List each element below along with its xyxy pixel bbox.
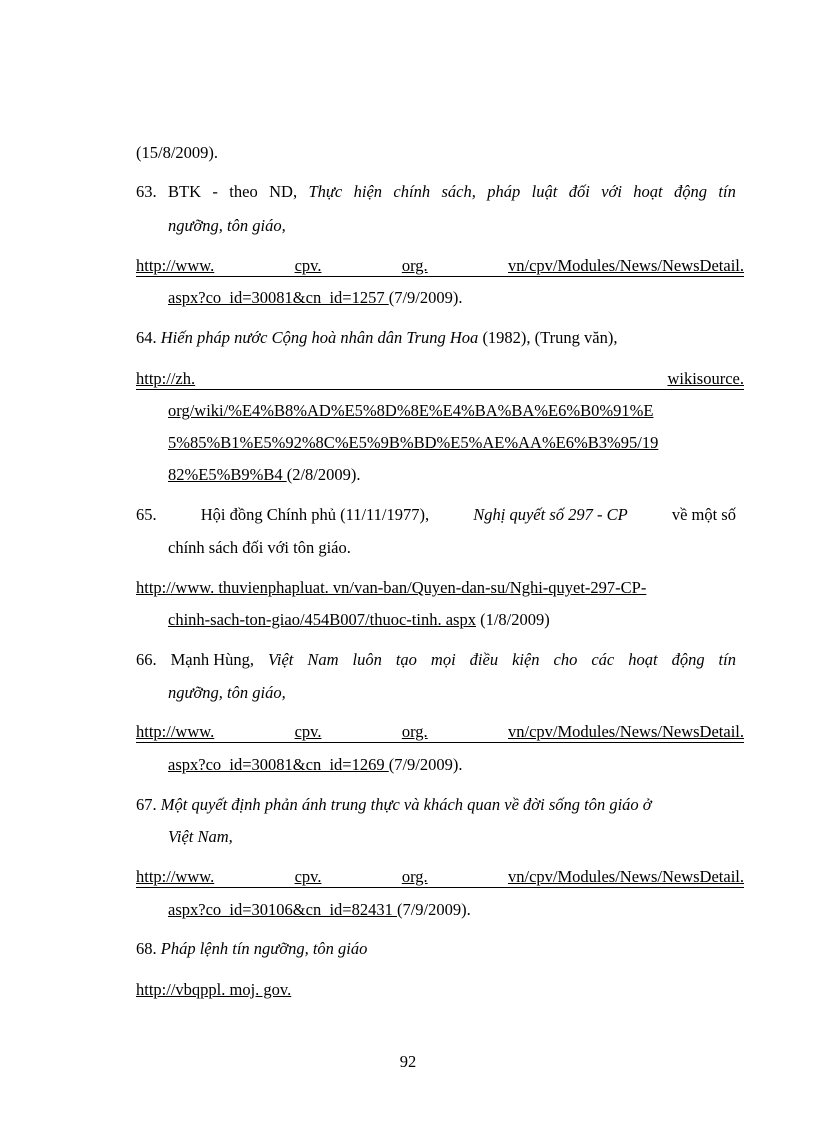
ref-64-url-line-1[interactable] xyxy=(136,369,816,390)
ref-63-line-2 xyxy=(168,216,816,236)
ref-65-url-l1[interactable]: http://www. thuvienphapluat. vn/van-ban/Quyen-dan-su/Nghi-quyet-297-CP- xyxy=(136,578,647,597)
ref-66-word-4: mọi xyxy=(430,650,456,669)
ref-66-word-0: Việt xyxy=(268,650,294,669)
ref-63-url-part-1[interactable]: cpv. xyxy=(294,256,322,275)
ref-66-url-part-0[interactable]: http://www. xyxy=(136,722,215,741)
ref-65-url-line-2 xyxy=(168,610,816,630)
ref-67-title: Một quyết định phản ánh trung thực và khách quan về đời sống tôn giáo ở xyxy=(160,795,652,814)
ref-66-url-line-1[interactable] xyxy=(136,722,816,743)
ref-63-word-6: chính xyxy=(393,182,431,201)
ref-63-url-line-2 xyxy=(168,288,816,308)
ref-63-word-4: Thực xyxy=(308,182,343,201)
ref-63-url-part-0[interactable]: http://www. xyxy=(136,256,215,275)
ref-66-word-7: cho xyxy=(553,650,578,669)
ref-63-word-7: sách, xyxy=(441,182,476,201)
ref-63-word-3: ND, xyxy=(269,182,298,201)
ref-63-date: (7/9/2009). xyxy=(388,288,463,307)
ref-67-url-cont[interactable]: aspx?co_id=30106&cn_id=82431 xyxy=(168,900,397,919)
ref-63-word-8: pháp xyxy=(487,182,521,201)
ref-68-url[interactable]: http://vbqppl. moj. gov. xyxy=(136,980,292,999)
ref-64-url-line-3[interactable] xyxy=(168,433,816,453)
ref-64-line-1 xyxy=(136,328,816,348)
ref-65-date: (1/8/2009) xyxy=(475,610,550,629)
ref-66-word-5: điều xyxy=(469,650,499,669)
ref-66-word-3: tạo xyxy=(395,650,417,669)
ref-65-line-1 xyxy=(136,505,816,525)
ref-67-number: 67. xyxy=(136,795,157,814)
ref-67-line-1 xyxy=(136,795,816,815)
ref-66-word-9: hoạt xyxy=(628,650,658,669)
ref-66-word-2: luôn xyxy=(352,650,382,669)
ref-67-url-part-3[interactable]: vn/cpv/Modules/News/NewsDetail. xyxy=(507,867,744,886)
ref-64-url-l4[interactable]: 82%E5%B9%B4 xyxy=(168,465,287,484)
ref-66-url-part-3[interactable]: vn/cpv/Modules/News/NewsDetail. xyxy=(507,722,744,741)
ref-63-word-12: hoạt xyxy=(633,182,663,201)
ref-64-date: (2/8/2009). xyxy=(286,465,361,484)
ref-67-url-line-1[interactable] xyxy=(136,867,816,888)
ref-65-url-l2[interactable]: chinh-sach-ton-giao/454B007/thuoc-tinh. aspx xyxy=(168,610,476,629)
ref-68-title: Pháp lệnh tín ngưỡng, tôn giáo xyxy=(160,939,368,958)
ref-67-url-line-2 xyxy=(168,900,816,920)
ref-65-line-2: chính sách đối với tôn giáo. xyxy=(168,538,351,557)
ref-63-url-line-1[interactable] xyxy=(136,256,816,277)
continued-date: (15/8/2009). xyxy=(136,143,219,162)
ref-63-word-14: tín xyxy=(718,182,736,201)
ref-65-author-date: Hội đồng Chính phủ (11/11/1977), xyxy=(200,505,430,524)
ref-63-url-part-3[interactable]: vn/cpv/Modules/News/NewsDetail. xyxy=(507,256,744,275)
ref-66-word-8: các xyxy=(591,650,615,669)
ref-66-url-cont[interactable]: aspx?co_id=30081&cn_id=1269 xyxy=(168,755,389,774)
ref-65-url-line-1[interactable] xyxy=(136,578,816,598)
ref-66-word-1: Nam xyxy=(307,650,339,669)
ref-68-number: 68. xyxy=(136,939,157,958)
ref-66-date: (7/9/2009). xyxy=(388,755,463,774)
ref-67-url-part-1[interactable]: cpv. xyxy=(294,867,322,886)
ref-63-url-part-2[interactable]: org. xyxy=(401,256,428,275)
ref-63-word-5: hiện xyxy=(353,182,383,201)
ref-67-line-2 xyxy=(168,827,816,847)
ref-67-url-part-0[interactable]: http://www. xyxy=(136,867,215,886)
ref-63-title-cont: ngưỡng, tôn giáo, xyxy=(168,216,286,235)
ref-64-rest: (1982), (Trung văn), xyxy=(478,328,618,347)
ref-67-date: (7/9/2009). xyxy=(396,900,471,919)
ref-67-title-cont: Việt Nam, xyxy=(168,827,233,846)
ref-68-url-line[interactable] xyxy=(136,980,816,1000)
page-number: 92 xyxy=(399,1052,417,1071)
ref-66-url-part-2[interactable]: org. xyxy=(401,722,428,741)
ref-67-url-part-2[interactable]: org. xyxy=(401,867,428,886)
ref-66-line-1 xyxy=(136,650,816,670)
ref-66-word-10: động xyxy=(671,650,705,669)
ref-63-word-13: động xyxy=(674,182,708,201)
ref-64-title: Hiến pháp nước Cộng hoà nhân dân Trung Hoa xyxy=(160,328,479,347)
ref-63-number: 63. xyxy=(136,182,157,201)
ref-64-url-l2[interactable]: org/wiki/%E4%B8%AD%E5%8D%8E%E4%BA%BA%E6%B0%91%E xyxy=(168,401,654,420)
ref-68-line-1 xyxy=(136,939,816,959)
ref-64-url-part-2[interactable]: wikisource. xyxy=(667,369,744,388)
ref-66-word-6: kiện xyxy=(512,650,540,669)
ref-63-word-2: theo xyxy=(229,182,258,201)
ref-66-number: 66. xyxy=(136,650,157,669)
ref-66-word-11: tín xyxy=(718,650,736,669)
ref-63-line-1 xyxy=(136,182,816,202)
ref-64-number: 64. xyxy=(136,328,157,347)
ref-66-url-part-1[interactable]: cpv. xyxy=(294,722,322,741)
ref-63-url-cont[interactable]: aspx?co_id=30081&cn_id=1257 xyxy=(168,288,389,307)
ref-66-title-cont: ngưỡng, tôn giáo, xyxy=(168,683,286,702)
ref-65-number: 65. xyxy=(136,505,157,524)
ref-65-title-rest: về một số xyxy=(671,505,736,524)
ref-64-url-line-4 xyxy=(168,465,816,485)
ref-64-url-line-2[interactable] xyxy=(168,401,816,421)
ref-66-author: Mạnh Hùng, xyxy=(170,650,255,669)
ref-63-word-10: đối xyxy=(568,182,590,201)
ref-65-title: Nghị quyết số 297 - CP xyxy=(473,505,628,524)
ref-64-url-part-1[interactable]: http://zh. xyxy=(136,369,196,388)
ref-63-word-11: với xyxy=(601,182,622,201)
ref-64-url-l3[interactable]: 5%85%B1%E5%92%8C%E5%9B%BD%E5%AE%AA%E6%B3%95/19 xyxy=(168,433,659,452)
ref-66-line-2 xyxy=(168,683,816,703)
ref-63-word-9: luật xyxy=(531,182,558,201)
ref-63-word-0: BTK xyxy=(168,182,202,201)
ref-63-word-1: - xyxy=(212,182,218,201)
ref-66-url-line-2 xyxy=(168,755,816,775)
